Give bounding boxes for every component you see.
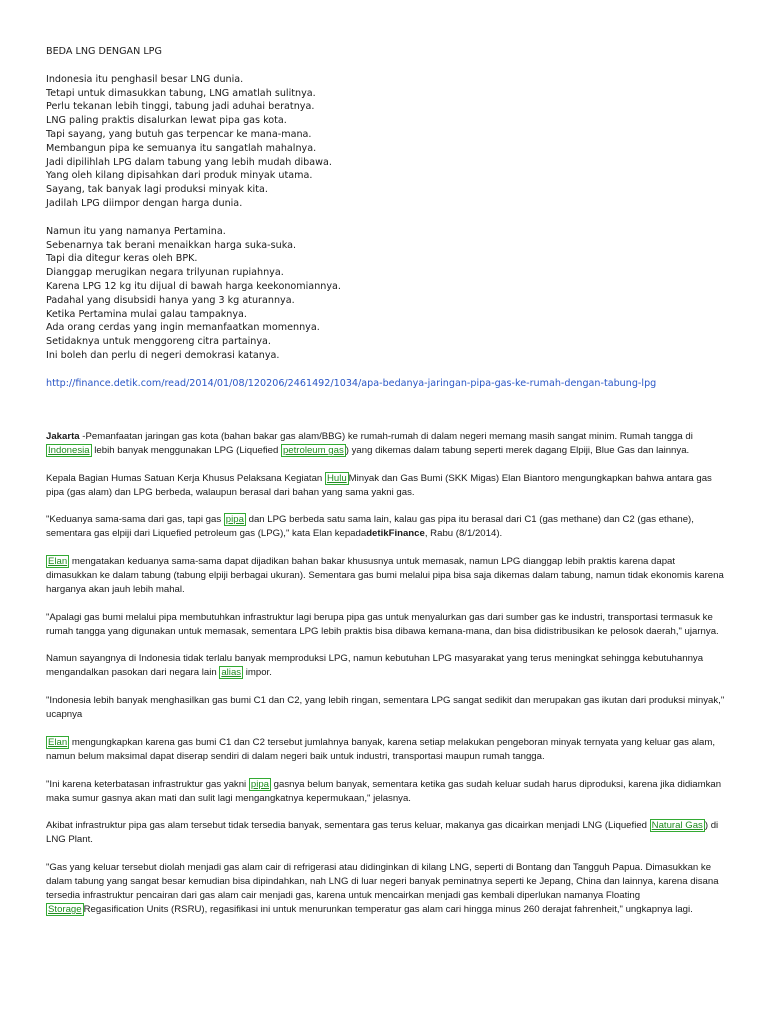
poem-line: Dianggap merugikan negara trilyunan rupiahnya. (46, 267, 284, 279)
article-paragraph (46, 736, 726, 764)
keyword-link-pipa[interactable]: pipa (250, 778, 269, 790)
paragraph-text: "Apalagi gas bumi melalui pipa membutuhkan infrastruktur lagi berupa pipa gas untuk menyalurkan gas dari sumber gas ke industri, transportasi termasuk ke rumah tangga yang digunakan untuk memasak, sementara LPG lebih praktis bisa dibawa kemana-mana, dan bisa didistribusikan ke pelosok daerah," ujarnya. (46, 611, 719, 637)
poem-line: Yang oleh kilang dipisahkan dari produk minyak utama. (46, 170, 313, 182)
paragraph-text: "Gas yang keluar tersebut diolah menjadi gas alam cair di refrigerasi atau didinginkan di kilang LNG, seperti di Bontang dan Tangguh Papua. Dimasukkan ke dalam tabung yang sangat besar kemudian bisa dipindahkan, nah LNG di luar negeri banyak peminatnya seperti ke Jepang, China dan lainnya, karena disana tersedia infrastruktur pencairan dari gas alam cair menjadi gas, karena untuk mencairkan menjadi gas kembali diperlukan namanya Floating (46, 861, 719, 901)
poem-line: Tetapi untuk dimasukkan tabung, LNG amatlah sulitnya. (46, 87, 316, 99)
paragraph-text: "Keduanya sama-sama dari gas, tapi gas (46, 514, 224, 526)
keyword-link-elan[interactable]: Elan (48, 556, 68, 568)
poem-section (46, 45, 736, 391)
paragraph-text: lebih banyak menggunakan LPG (Liquefied (91, 445, 281, 456)
paragraph-text: ) di LNG Plant. (46, 820, 719, 846)
paragraph-text: Regasification Units (RSRU), regasifikasi ini untuk menurunkan temperatur gas alam cari hingga minus 260 derajat fahrenheit," ungkapnya lagi. (83, 903, 693, 915)
keyword-link-hulu[interactable]: Hulu (326, 472, 347, 484)
poem-line: Setidaknya untuk menggoreng citra partainya. (46, 336, 271, 348)
article-paragraph (46, 819, 726, 847)
keyword-link-storage[interactable]: Storage (48, 903, 82, 915)
poem-line: Perlu tekanan lebih tinggi, tabung jadi aduhai beratnya. (46, 101, 315, 113)
dateline: Jakarta (46, 431, 80, 442)
paragraph-text: impor. (243, 667, 272, 679)
paragraph-text: Minyak dan Gas Bumi (SKK Migas) Elan Biantoro mengungkapkan bahwa antara gas pipa (gas alam) dan LPG berbeda, walaupun berasal dari bahan yang sama yakni gas. (46, 472, 712, 498)
paragraph-text: gasnya belum banyak, sementara ketika gas sudah keluar sudah harus diproduksi, karena jika didiamkan maka sumur gasnya akan mati dan sulit lagi mengangkatnya kepermukaan," jelasnya. (46, 778, 722, 804)
keyword-link-alias[interactable]: alias (221, 667, 242, 679)
paragraph-text: ) yang dikemas dalam tabung seperti merek dagang Elpiji, Blue Gas dan lainnya. (345, 445, 690, 456)
poem-line: Jadi dipilihlah LPG dalam tabung yang lebih mudah dibawa. (46, 156, 332, 168)
poem-line: Tapi sayang, yang butuh gas terpencar ke mana-mana. (46, 128, 312, 140)
poem-line: LNG paling praktis disalurkan lewat pipa gas kota. (46, 115, 287, 127)
poem-stanza-2 (46, 225, 736, 363)
poem-line: Indonesia itu penghasil besar LNG dunia. (46, 73, 244, 85)
keyword-link-petroleum-gas[interactable]: petroleum gas (282, 445, 344, 456)
poem-line: Membangun pipa ke semuanya itu sangatlah mahalnya. (46, 142, 317, 154)
poem-line: Jadilah LPG diimpor dengan harga dunia. (46, 197, 243, 209)
poem-line: Tapi dia ditegur keras oleh BPK. (46, 253, 198, 265)
poem-line: Sebenarnya tak berani menaikkan harga suka-suka. (46, 239, 297, 251)
keyword-link-indonesia[interactable]: Indonesia (48, 445, 90, 456)
article-paragraph (46, 555, 726, 597)
paragraph-text: "Ini karena keterbatasan infrastruktur gas yakni (46, 778, 249, 790)
paragraph-text: dan LPG berbeda satu sama lain, kalau gas pipa itu berasal dari C1 (gas methane) dan C2 (gas ethane), sementara gas elpiji dari Liquefied petroleum gas (LPG)," kata Elan kepada (46, 514, 694, 540)
article-paragraph (46, 472, 726, 500)
source-url-link[interactable]: http://finance.detik.com/read/2014/01/08/120206/2461492/1034/apa-bedanya-jaringan-pipa-gas-ke-rumah-dengan-tabung-lpg (46, 377, 657, 389)
article-paragraph (46, 778, 726, 806)
poem-stanza-1 (46, 73, 736, 211)
paragraph-text: "Indonesia lebih banyak menghasilkan gas bumi C1 dan C2, yang lebih ringan, sementara LPG sangat sedikit dan merupakan gas ikutan dari produksi minyak," ucapnya (46, 695, 725, 721)
article-paragraph (46, 430, 726, 458)
poem-line: Ketika Pertamina mulai galau tampaknya. (46, 308, 247, 320)
poem-line: Sayang, tak banyak lagi produksi minyak kita. (46, 184, 268, 196)
keyword-link-elan[interactable]: Elan (48, 736, 68, 748)
article-paragraph (46, 861, 726, 917)
keyword-link-natural-gas[interactable]: Natural Gas (651, 820, 703, 832)
poem-title: BEDA LNG DENGAN LPG (46, 46, 162, 57)
paragraph-text: Namun sayangnya di Indonesia tidak terlalu banyak memproduksi LPG, namun kebutuhan LPG masyarakat yang terus meningkat sehingga kebutuhannya mengandalkan pasokan dari negara lain (46, 653, 704, 679)
poem-line: Ada orang cerdas yang ingin memanfaatkan momennya. (46, 322, 320, 334)
paragraph-text: Kepala Bagian Humas Satuan Kerja Khusus Pelaksana Kegiatan (46, 472, 325, 484)
article-paragraph (46, 652, 726, 680)
poem-line: Namun itu yang namanya Pertamina. (46, 225, 226, 237)
poem-line: Karena LPG 12 kg itu dijual di bawah harga keekonomiannya. (46, 280, 341, 292)
poem-line: Padahal yang disubsidi hanya yang 3 kg aturannya. (46, 294, 295, 306)
article-paragraph (46, 611, 726, 639)
keyword-link-pipa[interactable]: pipa (225, 514, 244, 526)
poem-line: Ini boleh dan perlu di negeri demokrasi katanya. (46, 349, 280, 361)
publication-name: detikFinance (366, 528, 425, 540)
article-paragraph (46, 694, 726, 722)
article-paragraph (46, 513, 726, 541)
paragraph-text: Akibat infrastruktur pipa gas alam tersebut tidak tersedia banyak, sementara gas terus keluar, makanya gas dicairkan menjadi LNG (Liquefied (46, 820, 650, 832)
article-body (46, 430, 726, 931)
paragraph-text: -Pemanfaatan jaringan gas kota (bahan bakar gas alam/BBG) ke rumah-rumah di dalam negeri memang masih sangat minim. Rumah tangga di (79, 431, 693, 442)
paragraph-text: mengungkapkan karena gas bumi C1 dan C2 tersebut jumlahnya banyak, karena setiap melakukan pengeboran minyak ternyata yang keluar gas alam, namun belum maksimal dapat diserap sendiri di dalam negeri baik untuk industri, transportasi maupun rumah tangga. (46, 736, 716, 762)
paragraph-text: , Rabu (8/1/2014). (424, 528, 503, 540)
paragraph-text: mengatakan keduanya sama-sama dapat dijadikan bahan bakar khususnya untuk memasak, namun LPG dianggap lebih praktis karena dapat dimasukkan ke dalam tabung (tabung elpiji berbagai ukuran). Sementara gas bumi melalui pipa bisa saja dikemas dalam tabung, namun tidak ekonomis karena harganya akan jauh lebih mahal. (46, 556, 724, 596)
